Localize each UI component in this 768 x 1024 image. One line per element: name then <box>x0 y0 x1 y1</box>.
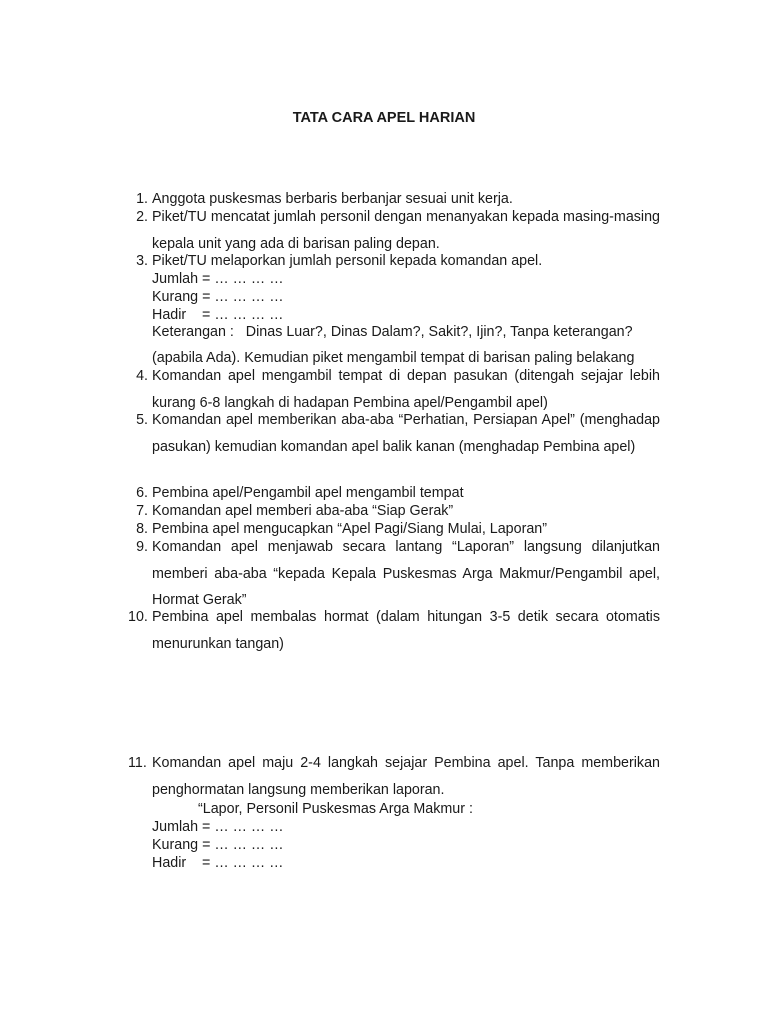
item-text: Komandan apel memberi aba-aba “Siap Gerak” <box>152 503 454 519</box>
list-item <box>128 750 660 803</box>
report-hadir: Hadir = … … … … <box>152 307 284 323</box>
item-text: Piket/TU melaporkan jumlah personil kepada komandan apel. <box>152 253 543 269</box>
item-text: Komandan apel maju 2-4 langkah sejajar Pembina apel. Tanpa memberikan penghormatan langsung memberikan laporan. <box>152 755 660 798</box>
item-number: 5. <box>136 412 148 428</box>
item-text: Pembina apel membalas hormat (dalam hitungan 3-5 detik secara otomatis menurunkan tangan) <box>152 609 660 652</box>
item-number: 2. <box>136 209 148 225</box>
report-jumlah: Jumlah = … … … … <box>152 271 284 287</box>
item-number: 7. <box>136 503 148 519</box>
document-title: TATA CARA APEL HARIAN <box>292 110 476 126</box>
report-hadir: Hadir = … … … … <box>152 855 284 871</box>
item-text: Komandan apel menjawab secara lantang “Laporan” langsung dilanjutkan memberi aba-aba “kepada Kepala Puskesmas Arga Makmur/Pengambil apel, Hormat Gerak” <box>152 539 660 608</box>
report-quote: “Lapor, Personil Puskesmas Arga Makmur : <box>198 801 473 817</box>
item-number: 1. <box>136 191 148 207</box>
item-text: Anggota puskesmas berbaris berbanjar sesuai unit kerja. <box>152 191 513 207</box>
report-note: (apabila Ada). Kemudian piket mengambil tempat di barisan paling belakang <box>152 350 635 366</box>
item-number: 3. <box>136 253 148 269</box>
item-text: Komandan apel memberikan aba-aba “Perhatian, Persiapan Apel” (menghadap pasukan) kemudian komandan apel balik kanan (menghadap Pembina apel) <box>152 412 660 455</box>
item-number: 6. <box>136 485 148 501</box>
item-text: Pembina apel mengucapkan “Apel Pagi/Siang Mulai, Laporan” <box>152 521 548 537</box>
report-kurang: Kurang = … … … … <box>152 289 284 305</box>
item-number: 4. <box>136 368 148 384</box>
item-text: Pembina apel/Pengambil apel mengambil tempat <box>152 485 464 501</box>
item-number: 9. <box>136 539 148 555</box>
list-item <box>128 604 660 657</box>
list-item <box>136 534 660 614</box>
item-number: 10. <box>128 609 148 625</box>
report-keterangan: Keterangan : Dinas Luar?, Dinas Dalam?, Sakit?, Ijin?, Tanpa keterangan? <box>152 324 633 340</box>
item-text: Komandan apel mengambil tempat di depan pasukan (ditengah sejajar lebih kurang 6-8 langkah di hadapan Pembina apel/Pengambil apel) <box>152 368 660 411</box>
report-kurang: Kurang = … … … … <box>152 837 284 853</box>
list-item <box>136 407 660 460</box>
report-jumlah: Jumlah = … … … … <box>152 819 284 835</box>
item-text: Piket/TU mencatat jumlah personil dengan menanyakan kepada masing-masing kepala unit yang ada di barisan paling depan. <box>152 209 660 252</box>
item-number: 8. <box>136 521 148 537</box>
item-number: 11. <box>128 755 147 771</box>
